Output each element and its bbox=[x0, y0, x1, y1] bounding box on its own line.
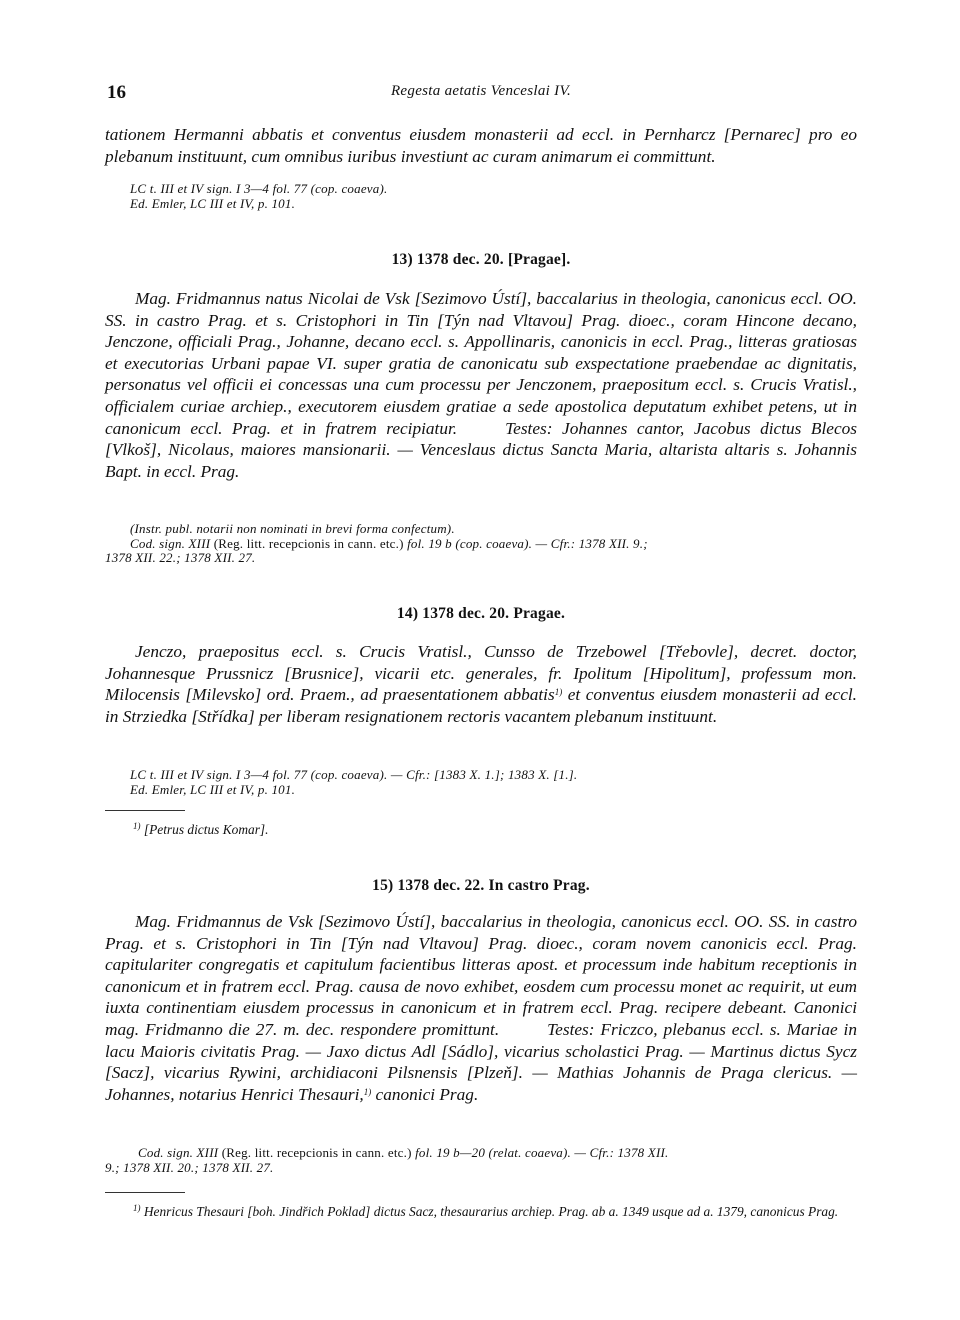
running-title: Regesta aetatis Venceslai IV. bbox=[390, 83, 572, 99]
entry-14-source bbox=[130, 768, 857, 797]
entry-text bbox=[105, 288, 857, 482]
entry-witnesses: Testes: Friczco, plebanus eccl. s. Mariae in lacu Maioris civitatis Prag. — Jaxo dictus Adl [Sádlo], vicarius scholastici Prag. — Martinus dictus Sycz [Sacz], vicarius Rywini, archidiaconi Pilsnensis [Plzeň]. — Mathias Johannis de Praga clericus. — Johannes, notarius Henrici Thesauri, bbox=[105, 1019, 857, 1104]
footnote-rule bbox=[105, 810, 185, 811]
footnote-marker: 1) bbox=[554, 687, 563, 698]
entry-witnesses: Testes: Johannes cantor, Jacobus dictus Blecos [Vlkoš], Nicolaus, maiores mansionarii. — Venceslaus dictus Sancta Maria, altarista altaris s. Johannis Bapt. in eccl. Prag. bbox=[105, 418, 857, 481]
entry-heading: 15) 1378 dec. 22. In castro Prag. bbox=[372, 877, 590, 894]
note-line bbox=[105, 537, 857, 552]
footnote-marker: 1) bbox=[133, 821, 141, 831]
source-line: Ed. Emler, LC III et IV, p. 101. bbox=[130, 195, 296, 211]
footnote-text: [Petrus dictus Komar]. bbox=[143, 822, 269, 837]
page-header bbox=[107, 82, 855, 108]
entry-text bbox=[105, 641, 857, 727]
entry-15-footnote bbox=[110, 1204, 857, 1219]
entry-text-main: Jenczo, praepositus eccl. s. Crucis Vratisl., Cunsso de Trzebowel [Třebovle], decret. doctor, Johannesque Prussnicz [Brusnice], vicarii etc. generales, fr. Ipolitum [Hipolitum], professum mon. Milocensis [Milevsko] ord. Praem., ad praesentationem abbatis bbox=[105, 642, 857, 705]
entry-13-body bbox=[105, 288, 857, 482]
entry-14-body bbox=[105, 641, 857, 727]
continuation-block bbox=[105, 124, 857, 167]
footnote bbox=[133, 822, 857, 837]
footnote bbox=[110, 1204, 857, 1219]
continuation-text: tationem Hermanni abbatis et conventus eiusdem monasterii ad eccl. in Pernharcz [Pernarec] pro eo plebanum instituunt, cum omnibus iuribus investiunt ac curam animarum ei committunt. bbox=[105, 125, 857, 166]
note-part: Cod. sign. XIII bbox=[138, 1145, 219, 1160]
entry-text-cont: et conventus eiusdem monasterii ad eccl. in Strziedka [Střídka] per liberam resignationem rectoris vacantem plebanum instituunt. bbox=[105, 685, 857, 726]
footnote-marker: 1) bbox=[363, 1086, 372, 1097]
note-part: (Reg. litt. recepcionis in cann. etc.) bbox=[221, 1145, 412, 1160]
entry-15-notes bbox=[105, 1146, 857, 1175]
source-line: LC t. III et IV sign. I 3—4 fol. 77 (cop. coaeva). bbox=[130, 181, 388, 196]
entry-text-main: Mag. Fridmannus natus Nicolai de Vsk [Sezimovo Ústí], baccalarius in theologia, canonicus eccl. OO. SS. in castro Prag. et s. Cristophori in Tin [Týn nad Vltavou] Prag. dioec., coram Hincone decano, Jenczone, officiali Prag., Johanne, decano eccl. s. Appollinaris, canonicis in eccl. Prag., litteras gratiosas et executorias Urbani papae VI. super gratia de canonicatu sub exspectatione praebendae ac dignitatis, personatus vel officii ei concessas una cum processu per Jenczonem, praepositum eccl. s. Crucis Vratisl., officialem curiae archiep., executorem eiusdem gratiae a sede apostolica deputatum exhibet petens, ut in canonicum eccl. Prag. et in fratrem recipiatur. bbox=[105, 289, 857, 438]
entry-heading: 14) 1378 dec. 20. Pragae. bbox=[396, 605, 566, 622]
entry-text-end: canonici Prag. bbox=[371, 1084, 479, 1104]
entry-15-body bbox=[105, 911, 857, 1105]
continuation-source bbox=[130, 182, 857, 211]
note-line: 1378 XII. 22.; 1378 XII. 27. bbox=[105, 550, 256, 566]
entry-13-notes bbox=[105, 522, 857, 566]
note-line: (Instr. publ. notarii non nominati in brevi forma confectum). bbox=[130, 521, 455, 536]
entry-heading: 13) 1378 dec. 20. [Pragae]. bbox=[391, 251, 571, 268]
footnote-text: Henricus Thesauri [boh. Jindřich Poklad] dictus Sacz, thesaurarius archiep. Prag. ab a. 1349 usque ad a. 1379, canonicus Prag. bbox=[143, 1204, 839, 1219]
note-line: 9.; 1378 XII. 20.; 1378 XII. 27. bbox=[105, 1159, 274, 1175]
footnote-rule bbox=[105, 1192, 185, 1193]
note-part: Cod. sign. XIII bbox=[130, 535, 211, 551]
page-number: 16 bbox=[107, 82, 126, 103]
entry-14-footnote bbox=[133, 822, 857, 837]
footnote-marker: 1) bbox=[133, 1203, 141, 1213]
note-line bbox=[105, 1146, 857, 1161]
note-part: fol. 19 b (cop. coaeva). — Cfr.: 1378 XII. 9.; bbox=[407, 535, 648, 551]
entry-text-main: Mag. Fridmannus de Vsk [Sezimovo Ústí], baccalarius in theologia, canonicus eccl. OO. SS. in castro Prag. et s. Cristophori in Tin [Týn nad Vltavou] Prag. dioec., coram novem canonicis eccl. Prag. capitulariter congregatis et capitulum facientibus litteras apost. et processum inde habitum receptionis in canonicum et in fratrem eccl. Prag. causa de novo exhibet, eosdem cum processu monet ac requirit, ut eum iuxta continentiam eiusdem processus in canonicum et in fratrem eccl. Prag. recipere debeant. Canonici mag. Fridmanno die 27. m. dec. respondere promittunt. bbox=[105, 912, 857, 1039]
entry-text bbox=[105, 911, 857, 1105]
source-line: LC t. III et IV sign. I 3—4 fol. 77 (cop. coaeva). — Cfr.: [1383 X. 1.]; 1383 X. [1.]. bbox=[130, 767, 578, 782]
source-line: Ed. Emler, LC III et IV, p. 101. bbox=[130, 781, 296, 797]
note-part: fol. 19 b—20 (relat. coaeva). — Cfr.: 1378 XII. bbox=[415, 1145, 669, 1160]
note-part: (Reg. litt. recepcionis in cann. etc.) bbox=[213, 535, 404, 551]
